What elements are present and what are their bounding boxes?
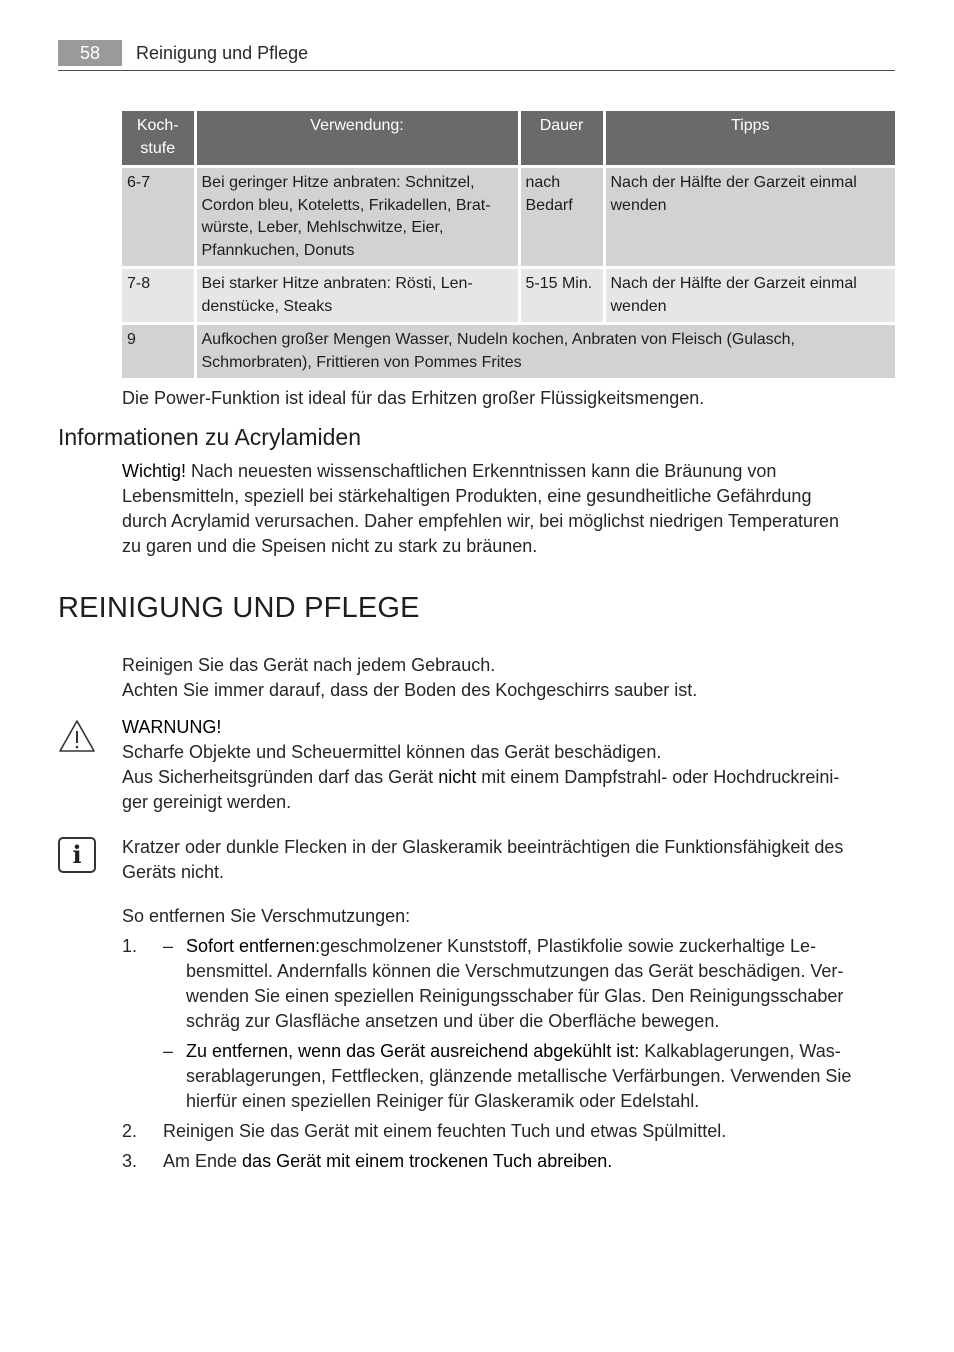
bullet-dash: –	[163, 1041, 174, 1061]
col-header-verwendung: Verwendung:	[195, 111, 519, 167]
steps-heading: So entfernen Sie Verschmutzungen:	[122, 906, 411, 926]
page-title: REINIGUNG UND PFLEGE	[58, 592, 420, 624]
warning-line: Scharfe Objekte und Scheuermittel können das Gerät beschädigen.	[122, 742, 662, 762]
step-lead: Zu entfernen, wenn das Gerät ausreichend abgekühlt ist:	[186, 1041, 640, 1061]
header-rule	[58, 70, 895, 71]
acrylamide-heading: Informationen zu Acrylamiden	[58, 424, 361, 450]
warning-triangle-icon	[58, 718, 96, 754]
col-header-kochstufe: Koch- stufe	[122, 111, 195, 167]
important-label: Wichtig!	[122, 461, 187, 481]
list-item	[163, 1149, 612, 1174]
acrylamide-line: Lebensmitteln, speziell bei stärkehaltigen Produkten, eine gesundheitliche Gefährdung	[122, 486, 812, 506]
warning-title: WARNUNG!	[122, 717, 222, 737]
acrylamide-line: durch Acrylamid verursachen. Daher empfehlen wir, bei möglichst niedrigen Temperaturen	[122, 511, 840, 531]
col-header-dauer: Dauer	[519, 111, 604, 167]
step-emphasis: das Gerät mit einem trockenen Tuch abreiben.	[242, 1151, 613, 1171]
warning-emphasis: nicht	[438, 767, 477, 787]
step-text: Am Ende	[163, 1151, 243, 1171]
intro-paragraph	[122, 653, 697, 703]
table-row	[122, 324, 895, 380]
info-icon: i	[58, 837, 96, 873]
cell-stufe: 9	[122, 324, 195, 380]
step-text: Kalkablagerungen, Was-	[639, 1041, 841, 1061]
cooking-level-table	[122, 111, 895, 381]
step-text: serablagerungen, Fettflecken, glänzende metallische Verfärbungen. Verwenden Sie	[186, 1066, 852, 1086]
step-text: schräg zur Glasfläche ansetzen und über die Oberfläche bewegen.	[186, 1011, 720, 1031]
cell-stufe: 6-7	[122, 167, 195, 268]
cell-stufe: 7-8	[122, 268, 195, 324]
step-text: geschmolzener Kunststoff, Plastikfolie sowie zuckerhaltige Le-	[320, 936, 817, 956]
info-line: Geräts nicht.	[122, 862, 225, 882]
info-line: Kratzer oder dunkle Flecken in der Glaskeramik beeinträchtigen die Funktionsfähigkeit des	[122, 837, 844, 857]
acrylamide-line: Nach neuesten wissenschaftlichen Erkenntnissen kann die Bräunung von	[186, 461, 777, 481]
step-number: 2.	[122, 1121, 138, 1141]
table-row	[122, 268, 895, 324]
step-text: bensmittel. Andernfalls können die Verschmutzungen das Gerät beschädigen. Ver-	[186, 961, 844, 981]
intro-line: Reinigen Sie das Gerät nach jedem Gebrauch.	[122, 655, 496, 675]
step-number: 3.	[122, 1151, 138, 1171]
page-number: 58	[58, 40, 122, 66]
warning-text: Aus Sicherheitsgründen darf das Gerät	[122, 767, 439, 787]
warning-text: mit einem Dampfstrahl- oder Hochdruckreini-	[476, 767, 840, 787]
cell-tipps: Nach der Hälfte der Garzeit einmal wenden	[604, 167, 895, 268]
running-header: Reinigung und Pflege	[136, 43, 309, 63]
info-block	[122, 835, 895, 885]
col-header-tipps: Tipps	[604, 111, 895, 167]
list-item	[186, 934, 896, 1034]
cell-dauer: 5-15 Min.	[519, 268, 604, 324]
bullet-dash: –	[163, 936, 174, 956]
warning-line: ger gereinigt werden.	[122, 792, 292, 812]
table-row	[122, 167, 895, 268]
table-header-row	[122, 111, 895, 167]
step-lead: Sofort entfernen:	[186, 936, 321, 956]
step-text: hierfür einen speziellen Reiniger für Glaskeramik oder Edelstahl.	[186, 1091, 700, 1111]
power-note: Die Power-Funktion ist ideal für das Erhitzen großer Flüssigkeitsmengen.	[122, 388, 705, 408]
step-text: wenden Sie einen speziellen Reinigungsschaber für Glas. Den Reinigungsschaber	[186, 986, 844, 1006]
acrylamide-line: zu garen und die Speisen nicht zu stark zu bräunen.	[122, 536, 538, 556]
cell-tipps: Nach der Hälfte der Garzeit einmal wenden	[604, 268, 895, 324]
acrylamide-paragraph	[122, 459, 895, 559]
cell-dauer: nach Bedarf	[519, 167, 604, 268]
cell-verwendung: Bei geringer Hitze anbraten: Schnitzel, Cordon bleu, Koteletts, Frikadellen, Brat-würste, Leber, Mehlschwitze, Eier, Pfannkuchen, Donuts	[195, 167, 519, 268]
list-item	[186, 1039, 896, 1114]
step-number: 1.	[122, 936, 138, 956]
list-item: Reinigen Sie das Gerät mit einem feuchten Tuch und etwas Spülmittel.	[163, 1121, 727, 1141]
intro-line: Achten Sie immer darauf, dass der Boden des Kochgeschirrs sauber ist.	[122, 680, 698, 700]
warning-block	[122, 715, 895, 815]
cell-verwendung: Bei starker Hitze anbraten: Rösti, Len-denstücke, Steaks	[195, 268, 519, 324]
cell-verwendung: Aufkochen großer Mengen Wasser, Nudeln kochen, Anbraten von Fleisch (Gulasch, Schmorbraten), Frittieren von Pommes Frites	[195, 324, 895, 380]
